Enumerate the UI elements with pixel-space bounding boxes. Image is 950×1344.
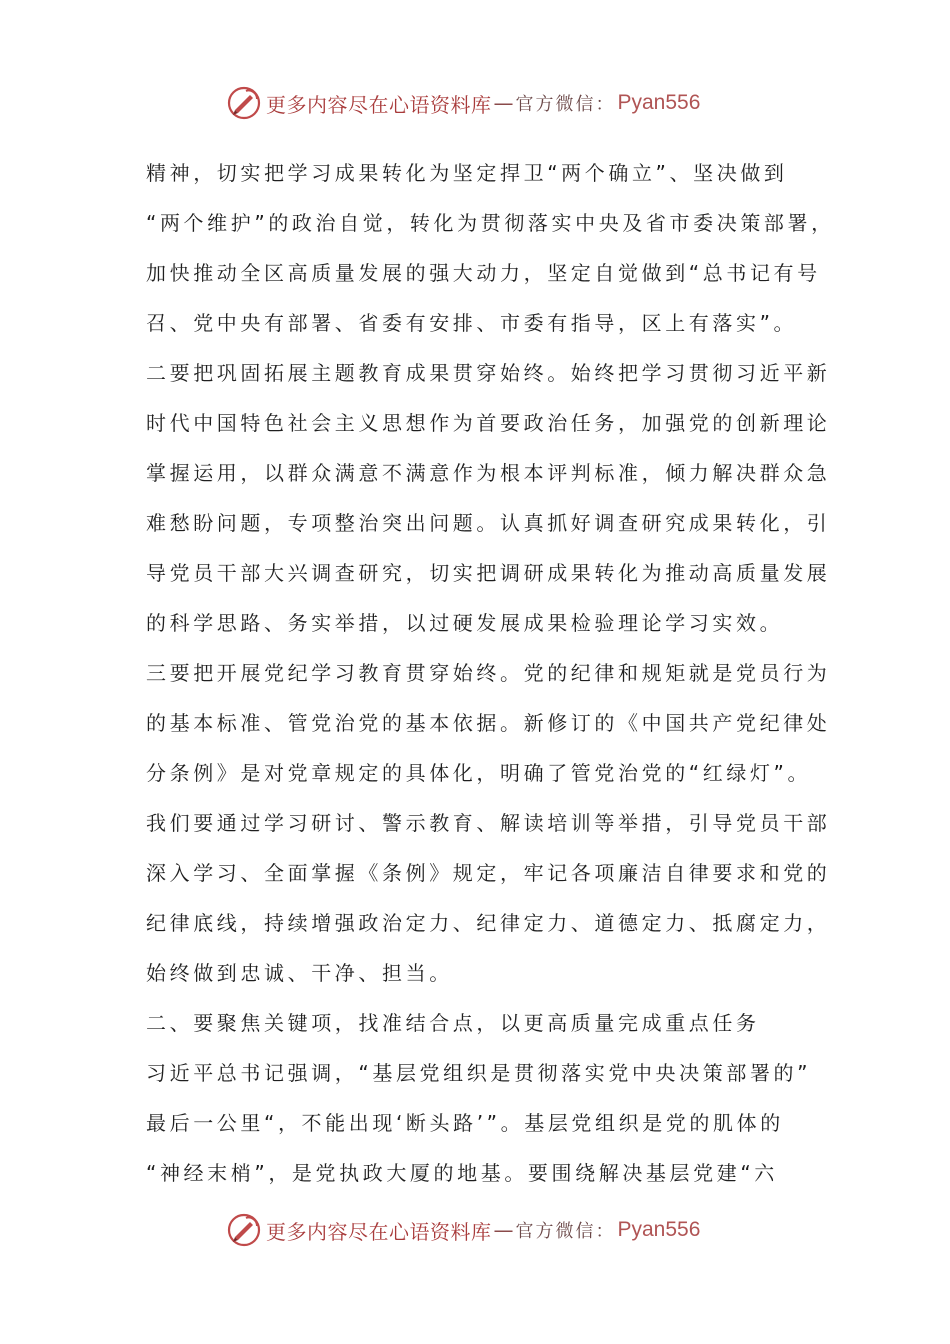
- banner-brand-text: 更多内容尽在心语资料库: [266, 1219, 492, 1244]
- banner-wechat-id: Pyan556: [617, 1218, 701, 1241]
- text-line: 召、党中央有部署、省委有安排、市委有指导，区上有落实”。: [146, 311, 798, 335]
- pen-logo-icon: [226, 1212, 262, 1248]
- text-line: 纪律底线，持续增强政治定力、纪律定力、道德定力、抵腐定力，: [146, 911, 831, 935]
- header-banner: [226, 83, 700, 123]
- text-line: “两个维护”的政治自觉，转化为贯彻落实中央及省市委决策部署，: [146, 211, 835, 235]
- banner-official-label: 官方微信：: [515, 1221, 616, 1242]
- text-line: 时代中国特色社会主义思想作为首要政治任务，加强党的创新理论: [146, 411, 831, 435]
- banner-separator: —: [493, 91, 514, 115]
- text-line: 三要把开展党纪学习教育贯穿始终。党的纪律和规矩就是党员行为: [146, 661, 831, 685]
- text-line: 习近平总书记强调，“基层党组织是贯彻落实党中央决策部署的”: [146, 1061, 812, 1085]
- pen-logo-icon: [226, 85, 262, 121]
- text-line: 精神，切实把学习成果转化为坚定捍卫“两个确立”、坚决做到: [146, 161, 788, 185]
- text-line: 最后一公里“，不能出现‘断头路’”。基层党组织是党的肌体的: [146, 1111, 784, 1135]
- text-line: 加快推动全区高质量发展的强大动力，坚定自觉做到“总书记有号: [146, 261, 821, 285]
- footer-banner: [226, 1210, 700, 1250]
- banner-official-label: 官方微信：: [515, 94, 616, 115]
- text-line: 导党员干部大兴调查研究，切实把调研成果转化为推动高质量发展: [146, 561, 831, 585]
- text-line: 难愁盼问题，专项整治突出问题。认真抓好调查研究成果转化，引: [146, 511, 831, 535]
- text-line: 二要把巩固拓展主题教育成果贯穿始终。始终把学习贯彻习近平新: [146, 361, 831, 385]
- text-line: 我们要通过学习研讨、警示教育、解读培训等举措，引导党员干部: [146, 811, 831, 835]
- banner-wechat-id: Pyan556: [617, 91, 701, 114]
- text-line: 掌握运用，以群众满意不满意作为根本评判标准，倾力解决群众急: [146, 461, 831, 485]
- text-line: 的基本标准、管党治党的基本依据。新修订的《中国共产党纪律处: [146, 711, 831, 735]
- text-line: 分条例》是对党章规定的具体化，明确了管党治党的“红绿灯”。: [146, 761, 812, 785]
- section-heading: 二、要聚焦关键项，找准结合点，以更高质量完成重点任务: [146, 1011, 760, 1035]
- text-line: “神经末梢”，是党执政大厦的地基。要围绕解决基层党建“六: [146, 1161, 778, 1185]
- text-line: 的科学思路、务实举措，以过硬发展成果检验理论学习实效。: [146, 611, 784, 635]
- text-line: 始终做到忠诚、干净、担当。: [146, 961, 453, 985]
- text-line: 深入学习、全面掌握《条例》规定，牢记各项廉洁自律要求和党的: [146, 861, 831, 885]
- banner-separator: —: [493, 1218, 514, 1242]
- banner-brand-text: 更多内容尽在心语资料库: [266, 92, 492, 117]
